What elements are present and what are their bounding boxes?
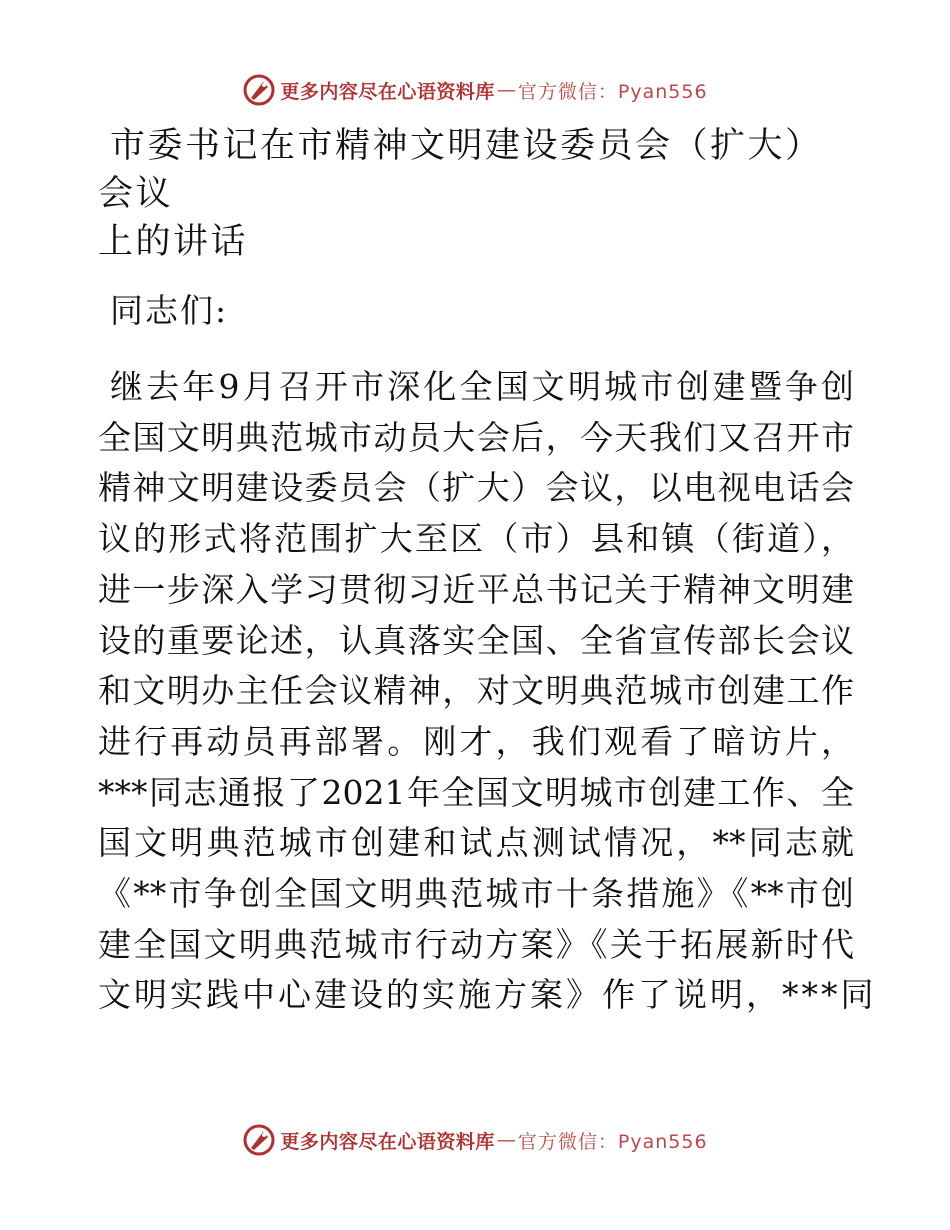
salutation: 同志们: xyxy=(110,291,229,330)
paragraph-line: 设的重要论述，认真落实全国、全省宣传部长会议 xyxy=(98,620,854,660)
paragraph-line: 进行再动员再部署。刚才，我们观看了暗访片， xyxy=(98,721,854,761)
paragraph-line: 文明实践中心建设的实施方案》作了说明，***同 xyxy=(98,975,877,1015)
paragraph-line: 进一步深入学习贯彻习近平总书记关于精神文明建 xyxy=(98,569,854,609)
title-line: 市委书记在市精神文明建设委员会（扩大）会议 xyxy=(98,126,823,214)
paragraph-line: 建全国文明典范城市行动方案》《关于拓展新时代 xyxy=(98,924,854,964)
paragraph-line: 精神文明建设委员会（扩大）会议，以电视电话会 xyxy=(98,468,854,508)
pen-nib-logo-icon xyxy=(242,1123,276,1157)
body-paragraph xyxy=(98,362,877,1021)
paragraph-line: ***同志通报了2021年全国文明城市创建工作、全 xyxy=(98,772,854,812)
title-line: 上的讲话 xyxy=(98,222,249,262)
document-title xyxy=(98,122,858,266)
paragraph-line: 全国文明典范城市动员大会后，今天我们又召开市 xyxy=(98,417,854,457)
watermark-banner-top xyxy=(0,70,950,110)
paragraph-line: 和文明办主任会议精神，对文明典范城市创建工作 xyxy=(98,671,854,711)
watermark-text: 更多内容尽在心语资料库 xyxy=(280,1130,495,1153)
pen-nib-logo-icon xyxy=(242,73,276,107)
paragraph-line: 《**市争创全国文明典范城市十条措施》《**市创 xyxy=(98,874,855,914)
paragraph-line: 议的形式将范围扩大至区（市）县和镇（街道）， xyxy=(98,519,854,559)
watermark-banner-bottom xyxy=(0,1120,950,1160)
watermark-contact: 官方微信：Pyan556 xyxy=(517,80,708,103)
document-body xyxy=(98,122,877,1021)
watermark-contact: 官方微信：Pyan556 xyxy=(517,1130,708,1153)
watermark-separator: — xyxy=(496,79,516,101)
watermark-text: 更多内容尽在心语资料库 xyxy=(280,80,495,103)
paragraph-line: 国文明典范城市创建和试点测试情况，**同志就 xyxy=(98,823,854,863)
watermark-separator: — xyxy=(496,1129,516,1151)
paragraph-line: 继去年9月召开市深化全国文明城市创建暨争创 xyxy=(110,367,854,406)
